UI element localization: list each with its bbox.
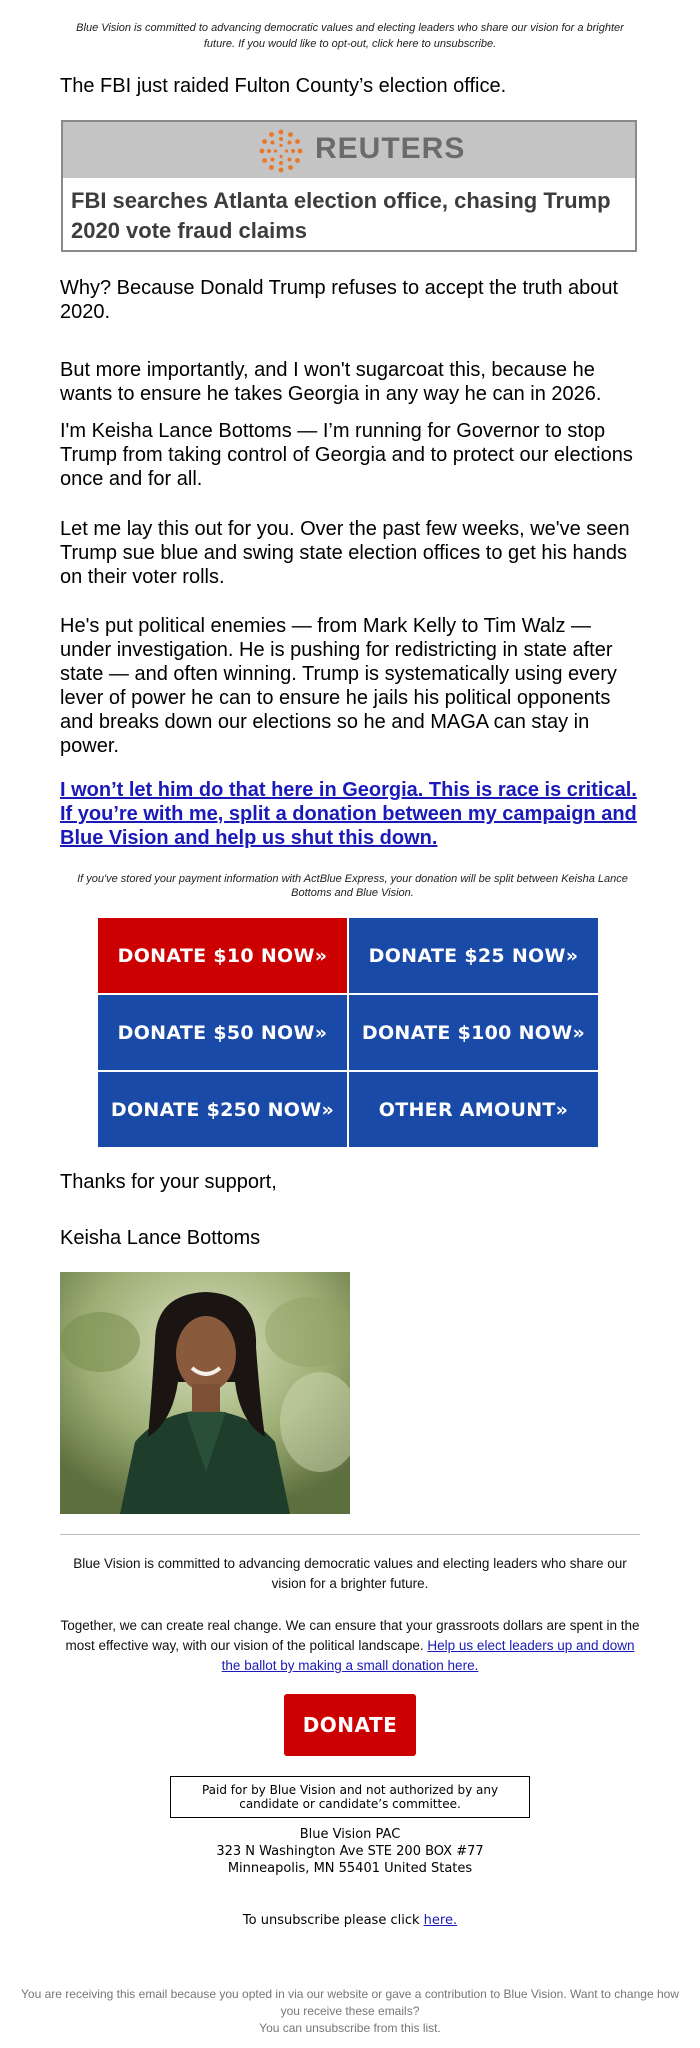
unsubscribe-line (150, 1912, 550, 1929)
candidate-photo (60, 1272, 350, 1514)
unsubscribe-link[interactable]: here. (423, 1913, 458, 1928)
donate-100-button[interactable]: DONATE $100 NOW» (349, 995, 598, 1070)
paragraph: But more importantly, and I won't sugarcoat this, because he wants to ensure he takes Georgia in any way he can in 2026. (60, 359, 602, 405)
news-card-headline: FBI searches Atlanta election office, chasing Trump 2020 vote fraud claims (71, 188, 611, 243)
footer-divider (60, 1534, 640, 1535)
footer-together-block (60, 1616, 640, 1676)
donate-button-grid (98, 918, 601, 1151)
signature: Keisha Lance Bottoms (60, 1227, 261, 1249)
footer-donate-button[interactable]: DONATE (284, 1694, 416, 1756)
news-card-brand: REUTERS (315, 132, 466, 165)
subscription-note-line-1[interactable]: You are receiving this email because you opted in via our website or gave a contribution to Blue Vision. Want to change how you receive these emails? (21, 1987, 679, 2018)
paid-for-disclaimer: Paid for by Blue Vision and not authorized by any candidate or candidate’s committee. (170, 1776, 530, 1818)
subscription-note-line-2[interactable]: You can unsubscribe from this list. (259, 2021, 441, 2035)
intro-paragraph: The FBI just raided Fulton County’s election office. (60, 75, 507, 97)
donate-10-button[interactable]: DONATE $10 NOW» (98, 918, 347, 993)
candidate-portrait-image (60, 1272, 350, 1514)
footer-mission: Blue Vision is committed to advancing democratic values and electing leaders who share our vision for a brighter future. (73, 1556, 627, 1591)
paragraph: Why? Because Donald Trump refuses to accept the truth about 2020. (60, 277, 619, 323)
address-line: Minneapolis, MN 55401 United States (227, 1861, 473, 1876)
subscription-note (20, 1986, 680, 2037)
news-card-image[interactable] (61, 120, 637, 252)
unsubscribe-text: To unsubscribe please click (242, 1913, 420, 1928)
address-line: 323 N Washington Ave STE 200 BOX #77 (216, 1844, 484, 1859)
donate-50-button[interactable]: DONATE $50 NOW» (98, 995, 347, 1070)
address-line: Blue Vision PAC (299, 1827, 401, 1842)
footer-together-text: Together, we can create real change. We can ensure that your grassroots dollars are spent in the most effective way, with our vision of the political landscape. (60, 1618, 640, 1653)
mailing-address (150, 1826, 550, 1877)
donate-250-button[interactable]: DONATE $250 NOW» (98, 1072, 347, 1147)
donation-cta-link[interactable]: I won’t let him do that here in Georgia. This is race is critical. If you’re with me, split a donation between my campaign and Blue Vision and help us shut this down. (60, 779, 637, 849)
reuters-logo-icon (258, 128, 304, 174)
other-amount-button[interactable]: OTHER AMOUNT» (349, 1072, 598, 1147)
paragraph: Let me lay this out for you. Over the past few weeks, we've seen Trump sue blue and swing state election offices to get his hands on their voter rolls. (60, 518, 630, 588)
actblue-note: If you've stored your payment information with ActBlue Express, your donation will be split between Keisha Lance Bottoms and Blue Vision. (77, 873, 628, 899)
donate-25-button[interactable]: DONATE $25 NOW» (349, 918, 598, 993)
closing-text: Thanks for your support, (60, 1171, 277, 1193)
footer-donate-link[interactable]: Help us elect leaders up and down the ballot by making a small donation here. (221, 1638, 635, 1673)
paragraph: He's put political enemies — from Mark Kelly to Tim Walz — under investigation. He is pushing for redistricting in state after state — and often winning. Trump is systematically using every lever of power he can to ensure he jails his political opponents and breaks down our elections so he and MAGA can stay in power. (60, 615, 617, 757)
preheader-text[interactable]: Blue Vision is committed to advancing democratic values and electing leaders who share our vision for a brighter future. If you would like to opt-out, click here to unsubscribe. (76, 22, 624, 50)
paragraph: I'm Keisha Lance Bottoms — I’m running for Governor to stop Trump from taking control of Georgia and to protect our elections once and for all. (60, 420, 633, 490)
